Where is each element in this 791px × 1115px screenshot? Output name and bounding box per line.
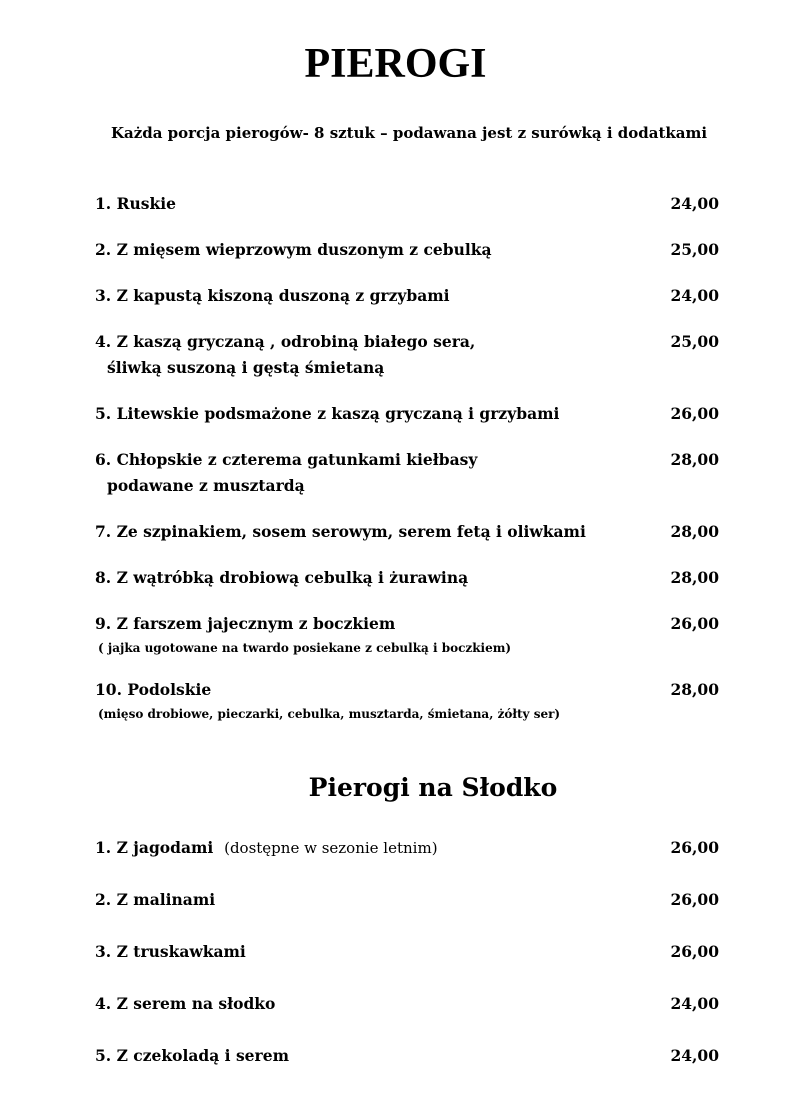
item-name: 1. Ruskie <box>95 194 176 213</box>
item-name: 6. Chłopskie z czterema gatunkami kiełbasy <box>95 450 478 469</box>
menu-item-maliny <box>95 887 719 913</box>
item-price: 24,00 <box>670 286 719 305</box>
item-name: 8. Z wątróbką drobiową cebulką i żurawiną <box>95 568 469 587</box>
item-price: 24,00 <box>670 1046 719 1065</box>
menu-item-ser-slodko <box>95 991 719 1017</box>
item-price: 26,00 <box>670 404 719 423</box>
item-price: 25,00 <box>670 240 719 259</box>
menu-item-ruskie <box>95 191 719 217</box>
item-price: 26,00 <box>670 614 719 633</box>
item-price: 24,00 <box>670 194 719 213</box>
portion-info: Każda porcja pierogów- 8 sztuk – podawana jest z surówką i dodatkami <box>110 124 708 142</box>
item-price: 26,00 <box>670 890 719 909</box>
menu-item-podolskie <box>95 677 719 725</box>
item-name: 9. Z farszem jajecznym z boczkiem <box>95 614 396 633</box>
item-name: 5. Z czekoladą i serem <box>95 1046 289 1065</box>
menu-item-kasza <box>95 329 719 381</box>
item-description: (mięso drobiowe, pieczarki, cebulka, musztarda, śmietana, żółty ser) <box>98 707 561 721</box>
item-name: 5. Litewskie podsmażone z kaszą gryczaną i grzybami <box>95 404 560 423</box>
item-price: 28,00 <box>670 450 719 469</box>
item-name: 10. Podolskie <box>95 680 212 699</box>
menu-item-mieso <box>95 237 719 263</box>
menu-item-watrobka <box>95 565 719 591</box>
menu-item-jajeczny <box>95 611 719 659</box>
item-price: 26,00 <box>670 838 719 857</box>
item-price: 28,00 <box>670 522 719 541</box>
item-name: 2. Z mięsem wieprzowym duszonym z cebulką <box>95 240 492 259</box>
menu-item-chlopskie <box>95 447 719 499</box>
item-name: 2. Z malinami <box>95 890 216 909</box>
menu-item-jagody <box>95 835 719 861</box>
menu-item-czekolada <box>95 1043 719 1069</box>
sweet-section-title: Pierogi na Słodko <box>308 773 558 802</box>
item-name: 4. Z kaszą gryczaną , odrobiną białego sera, <box>95 332 476 351</box>
item-name: 3. Z kapustą kiszoną duszoną z grzybami <box>95 286 450 305</box>
menu-item-szpinak <box>95 519 719 545</box>
item-name <box>95 835 719 861</box>
item-name-text: 1. Z jagodami <box>95 838 214 857</box>
item-price: 26,00 <box>670 942 719 961</box>
item-price: 28,00 <box>670 568 719 587</box>
item-name-continued: podawane z musztardą <box>107 476 305 495</box>
item-name-continued: śliwką suszoną i gęstą śmietaną <box>107 358 385 377</box>
menu-item-litewskie <box>95 401 719 427</box>
item-price: 25,00 <box>670 332 719 351</box>
item-price: 28,00 <box>670 680 719 699</box>
item-name: 7. Ze szpinakiem, sosem serowym, serem fetą i oliwkami <box>95 522 586 541</box>
item-price: 24,00 <box>670 994 719 1013</box>
page-title: PIEROGI <box>304 41 487 87</box>
item-availability-note: (dostępne w sezonie letnim) <box>224 839 438 857</box>
item-name: 4. Z serem na słodko <box>95 994 276 1013</box>
menu-item-kapusta <box>95 283 719 309</box>
menu-item-truskawki <box>95 939 719 965</box>
item-description: ( jajka ugotowane na twardo posiekane z cebulką i boczkiem) <box>98 641 512 655</box>
item-name: 3. Z truskawkami <box>95 942 246 961</box>
